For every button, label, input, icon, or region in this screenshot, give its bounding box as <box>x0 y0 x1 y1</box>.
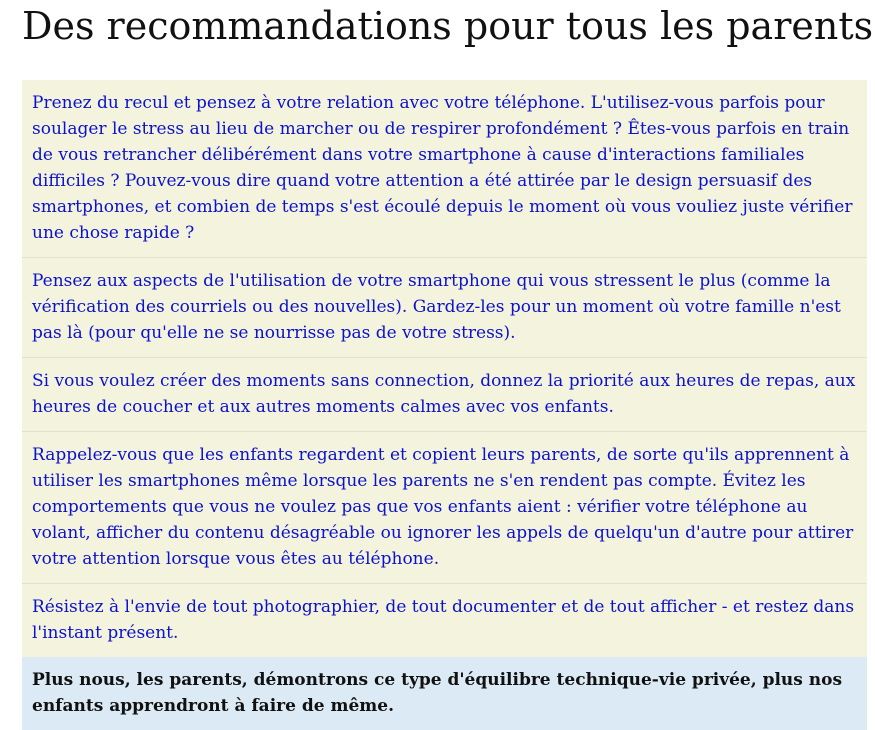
tip-item: Résistez à l'envie de tout photographier, de tout documenter et de tout afficher - et restez dans l'instant présent. <box>22 584 867 657</box>
tips-list <box>22 80 867 730</box>
summary-callout: Plus nous, les parents, démontrons ce type d'équilibre technique-vie privée, plus nos enfants apprendront à faire de même. <box>22 657 867 730</box>
tip-item: Si vous voulez créer des moments sans connection, donnez la priorité aux heures de repas, aux heures de coucher et aux autres moments calmes avec vos enfants. <box>22 358 867 432</box>
tip-item: Pensez aux aspects de l'utilisation de votre smartphone qui vous stressent le plus (comme la vérification des courriels ou des nouvelles). Gardez-les pour un moment où votre famille n'est pas là (pour qu'elle ne se nourrisse pas de votre stress). <box>22 258 867 358</box>
tip-item: Rappelez-vous que les enfants regardent et copient leurs parents, de sorte qu'ils apprennent à utiliser les smartphones même lorsque les parents ne s'en rendent pas compte. Évitez les comportements que vous ne voulez pas que vos enfants aient : vérifier votre téléphone au volant, afficher du contenu désagréable ou ignorer les appels de quelqu'un d'autre pour attirer votre attention lorsque vous êtes au téléphone. <box>22 432 867 584</box>
tip-item: Prenez du recul et pensez à votre relation avec votre téléphone. L'utilisez-vous parfois pour soulager le stress au lieu de marcher ou de respirer profondément ? Êtes-vous parfois en train de vous retrancher délibérément dans votre smartphone à cause d'interactions familiales difficiles ? Pouvez-vous dire quand votre attention a été attirée par le design persuasif des smartphones, et combien de temps s'est écoulé depuis le moment où vous vouliez juste vérifier une chose rapide ? <box>22 80 867 258</box>
page-title: Des recommandations pour tous les parents <box>22 4 874 48</box>
